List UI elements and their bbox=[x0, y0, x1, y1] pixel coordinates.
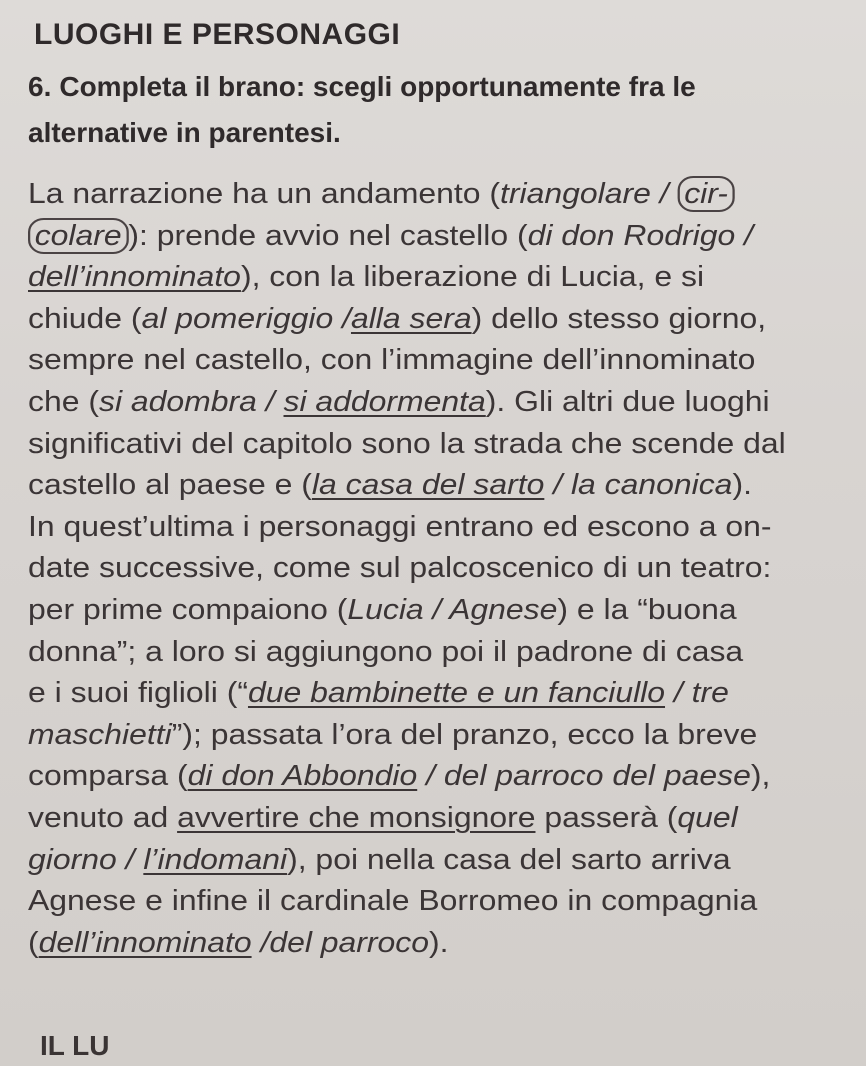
instruction-line-1: Completa il brano: scegli opportunamente fra le bbox=[59, 71, 696, 102]
option-text: / bbox=[333, 302, 351, 335]
option-text: / la canonica bbox=[544, 469, 733, 502]
option-text: si adombra / bbox=[98, 385, 284, 418]
text-span: ( bbox=[28, 926, 39, 959]
passage-line bbox=[28, 590, 866, 632]
passage-line: date successive, come sul palcoscenico di un teatro: bbox=[28, 552, 772, 585]
option-text: giorno / bbox=[28, 843, 144, 876]
text-span: ) e la “buona bbox=[557, 593, 737, 626]
underlined-option: si addormenta bbox=[283, 385, 486, 418]
circled-option: colare bbox=[28, 218, 128, 254]
passage-line: significativi del capitolo sono la strada che scende dal bbox=[28, 427, 786, 460]
text-span: chiude ( bbox=[28, 302, 142, 335]
passage-line bbox=[28, 756, 866, 798]
text-span: ). bbox=[732, 469, 752, 502]
underlined-option: dell’innominato bbox=[38, 926, 252, 959]
underlined-text: avvertire che monsignore bbox=[177, 801, 536, 834]
option-text: maschietti bbox=[28, 718, 172, 751]
text-span: ): prende avvio nel castello ( bbox=[128, 219, 528, 252]
text-span: ), con la liberazione di Lucia, e si bbox=[240, 261, 705, 294]
passage-line: In quest’ultima i personaggi entrano ed escono a on- bbox=[28, 510, 772, 543]
text-span: che ( bbox=[28, 385, 99, 418]
passage-line bbox=[28, 923, 866, 965]
text-span: ), bbox=[750, 760, 771, 793]
option-text: di don Rodrigo / bbox=[527, 219, 753, 252]
text-span: ) dello stesso giorno, bbox=[471, 302, 767, 335]
option-text: /del parroco bbox=[251, 926, 430, 959]
exercise-block bbox=[28, 18, 848, 964]
passage-line: donna”; a loro si aggiungono poi il padrone di casa bbox=[28, 635, 744, 668]
passage-line bbox=[28, 257, 866, 299]
option-text: / del parroco del paese bbox=[417, 760, 751, 793]
next-section-title-cutoff: IL LU bbox=[40, 1030, 110, 1061]
text-span: ). Gli altri due luoghi bbox=[485, 385, 770, 418]
underlined-option: la casa del sarto bbox=[311, 469, 545, 502]
passage-line: Agnese e infine il cardinale Borromeo in compagnia bbox=[28, 885, 758, 918]
option-text: quel bbox=[677, 801, 738, 834]
text-span: castello al paese e ( bbox=[28, 469, 312, 502]
text-span: venuto ad bbox=[28, 801, 178, 834]
underlined-option: l’indomani bbox=[143, 843, 288, 876]
passage-line bbox=[28, 840, 866, 882]
passage-line bbox=[28, 715, 866, 757]
circled-option: cir- bbox=[677, 176, 734, 212]
text-span: comparsa ( bbox=[28, 760, 188, 793]
passage-line bbox=[28, 465, 866, 507]
option-text: al pomeriggio bbox=[141, 302, 334, 335]
underlined-option: di don Abbondio bbox=[187, 760, 418, 793]
text-span: La narrazione ha un andamento ( bbox=[28, 178, 501, 210]
underlined-option: alla sera bbox=[350, 302, 472, 335]
passage-line bbox=[28, 216, 866, 258]
exercise-instruction bbox=[28, 64, 848, 156]
passage-line bbox=[28, 299, 866, 341]
text-span: per prime compaiono ( bbox=[28, 593, 348, 626]
option-text: Lucia / Agnese bbox=[347, 593, 558, 626]
passage-line bbox=[28, 798, 866, 840]
underlined-option: dell’innominato bbox=[28, 261, 241, 294]
text-span: ). bbox=[429, 926, 449, 959]
passage-line bbox=[28, 673, 866, 715]
passage-line bbox=[28, 382, 866, 424]
option-text: / tre bbox=[665, 677, 729, 710]
exercise-number: 6. bbox=[28, 71, 52, 102]
passage-line: sempre nel castello, con l’immagine dell’innominato bbox=[28, 344, 756, 377]
text-span: ”); passata l’ora del pranzo, ecco la breve bbox=[171, 718, 758, 751]
passage bbox=[28, 174, 848, 964]
passage-line bbox=[28, 174, 866, 216]
text-span: e i suoi figlioli (“ bbox=[28, 677, 248, 710]
section-title: LUOGHI E PERSONAGGI bbox=[34, 18, 401, 51]
instruction-line-2: alternative in parentesi. bbox=[28, 117, 341, 148]
text-span: passerà ( bbox=[535, 801, 678, 834]
option-text: triangolare / bbox=[500, 178, 678, 210]
text-span: ), poi nella casa del sarto arriva bbox=[287, 843, 731, 876]
underlined-option: due bambinette e un fanciullo bbox=[247, 677, 666, 710]
